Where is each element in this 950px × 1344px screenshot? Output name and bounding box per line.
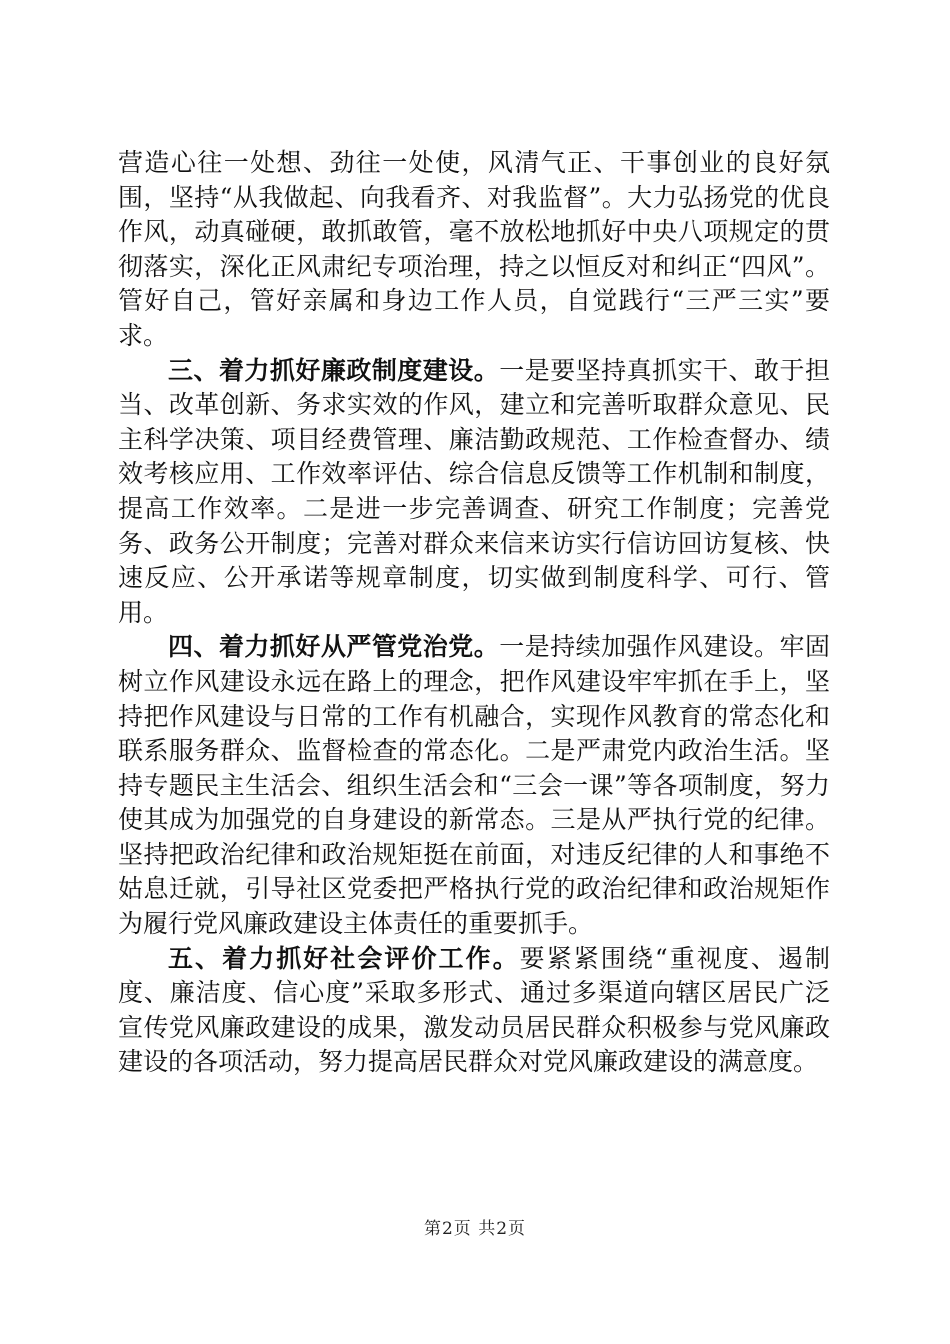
document-body: [118, 146, 830, 1080]
paragraph-text: 一是要坚持真抓实干、敢于担当、改革创新、务求实效的作风，建立和完善听取群众意见、民主科学决策、项目经费管理、廉洁勤政规范、工作检查督办、绩效考核应用、工作效率评估、综合信息反馈等工作机制和制度，提高工作效率。二是进一步完善调查、研究工作制度；完善党务、政务公开制度；完善对群众来信来访实行信访回访复核、快速反应、公开承诺等规章制度，切实做到制度科学、可行、管用。: [118, 355, 830, 627]
paragraph-section-5: [118, 942, 830, 1080]
section-heading-5: 五、着力抓好社会评价工作。: [168, 943, 520, 973]
paragraph-continued: [118, 146, 830, 354]
paragraph-text: 要紧紧围绕“重视度、遏制度、廉洁度、信心度”采取多形式、通过多渠道向辖区居民广泛宣传党风廉政建设的成果，激发动员居民群众积极参与党风廉政建设的各项活动，努力提高居民群众对党风廉政建设的满意度。: [118, 943, 830, 1077]
paragraph-text: 一是持续加强作风建设。牢固树立作风建设永远在路上的理念，把作风建设牢牢抓在手上，坚持把作风建设与日常的工作有机融合，实现作风教育的常态化和联系服务群众、监督检查的常态化。二是严肃党内政治生活。坚持专题民主生活会、组织生活会和“三会一课”等各项制度，努力使其成为加强党的自身建设的新常态。三是从严执行党的纪律。坚持把政治纪律和政治规矩挺在前面，对违反纪律的人和事绝不姑息迁就，引导社区党委把严格执行党的政治纪律和政治规矩作为履行党风廉政建设主体责任的重要抓手。: [118, 632, 830, 939]
page-number: 第2页 共2页: [423, 1219, 527, 1239]
paragraph-text: 营造心往一处想、劲往一处使，风清气正、干事创业的良好氛围，坚持“从我做起、向我看齐、对我监督”。大力弘扬党的优良作风，动真碰硬，敢抓敢管，毫不放松地抓好中央八项规定的贯彻落实，深化正风肃纪专项治理，持之以恒反对和纠正“四风”。管好自己，管好亲属和身边工作人员，自觉践行“三严三实”要求。: [118, 148, 830, 350]
section-heading-3: 三、着力抓好廉政制度建设。: [168, 355, 500, 385]
page-footer: [0, 1214, 950, 1239]
paragraph-section-4: [118, 630, 830, 941]
paragraph-section-3: [118, 354, 830, 631]
section-heading-4: 四、着力抓好从严管党治党。: [168, 632, 500, 662]
